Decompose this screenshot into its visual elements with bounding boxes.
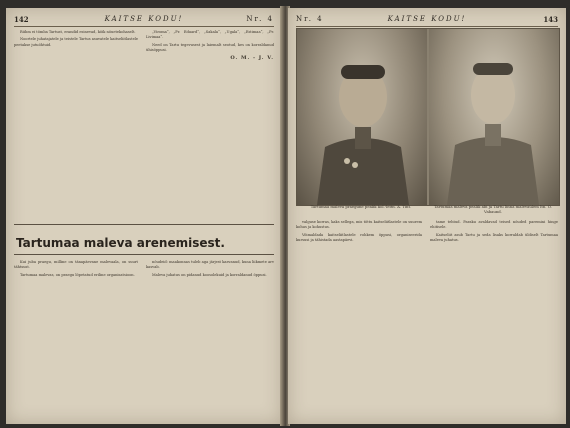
right-running-header	[296, 14, 558, 27]
officer-portrait-right-image	[429, 29, 559, 205]
paragraph: nõudeid: maakonnas tuleb aga järjest kasvanud, kuna liikmete arv kasvab.	[146, 260, 274, 270]
photo-caption-left: Tartumaa maleva praegune pealik kol.-leitn. A. Tint.	[310, 204, 412, 209]
left-bottom-column-2	[146, 260, 274, 280]
article-title: Tartumaa maleva arenemisest.	[16, 236, 225, 250]
portrait-photo-right	[429, 29, 559, 205]
photo-caption-right: Tartumaa maleva pealik abi ja Tartu linna malevaülem ltn. O. Vabaund.	[434, 204, 552, 214]
paragraph: Rühm ei tõmba Tartust, erandid esinevad, kõik nõuetekohaselt.	[20, 30, 136, 34]
left-top-column-2	[146, 30, 274, 61]
right-column-1	[296, 220, 422, 246]
left-running-title: KAITSE KODU!	[104, 15, 184, 23]
right-running-title: KAITSE KODU!	[387, 15, 467, 23]
paragraph: Tartumaa malevas, on praegu lõpetatud eriline organisatsioon.	[20, 272, 135, 277]
right-page-number: 143	[543, 15, 558, 24]
right-page	[288, 8, 566, 424]
portrait-photo-panel	[296, 28, 560, 206]
paragraph: Kui juba praegu, milline on tänapäevane malevaala, on suurt tähtsust.	[14, 260, 138, 270]
paragraph: Maleva juhatus on pidanud koosolekuid ja korraldanud õppusi.	[152, 272, 267, 277]
right-column-2	[430, 220, 558, 246]
left-issue-number: Nr. 4	[246, 15, 274, 23]
paragraph: valguse korras, kaks sellega, mis tõttu kaitseliitlastele on suurem kohus ja kohustus.	[296, 220, 422, 230]
left-page-number: 142	[14, 15, 29, 24]
paragraph: Noortele juhatajatele ja teistele Tartus asuvatele kaitseliitlastele peetakse jutuõhtuid.	[14, 37, 138, 47]
section-divider	[14, 224, 274, 225]
left-page	[6, 8, 282, 424]
paragraph: „Viroma“, „Pr. Eduard“, „Sakala“, „Ugala“, „Estimaa“, „Pr. Livimaa“.	[146, 30, 274, 40]
portrait-photo-left	[297, 29, 427, 205]
left-running-header	[14, 14, 274, 27]
author-signature: O. M. - J. V.	[230, 54, 274, 61]
left-bottom-column-1	[14, 260, 138, 280]
right-issue-number: Nr. 4	[296, 15, 324, 23]
paragraph: Need on Tartu tegevusest ja laiemalt seotud, kes on korraldanud ühisõppusi.	[146, 42, 274, 53]
paragraph: Võimaldada kaitseliitlastele rohkem õppusi, organiseerida kursusi ja tähistada aastapäevi.	[296, 232, 422, 243]
paragraph: Kaitseliit asub Tartu ja seda lisaks korraldab üldiselt Tartumaa maleva juhatus.	[430, 232, 558, 243]
officer-portrait-left-image	[297, 29, 427, 205]
left-top-column-1	[14, 30, 138, 50]
title-divider	[14, 254, 274, 255]
paragraph: tame tehtud. Paraku avaldavad teised nõuded paremini hinge ehitisele.	[430, 220, 558, 230]
